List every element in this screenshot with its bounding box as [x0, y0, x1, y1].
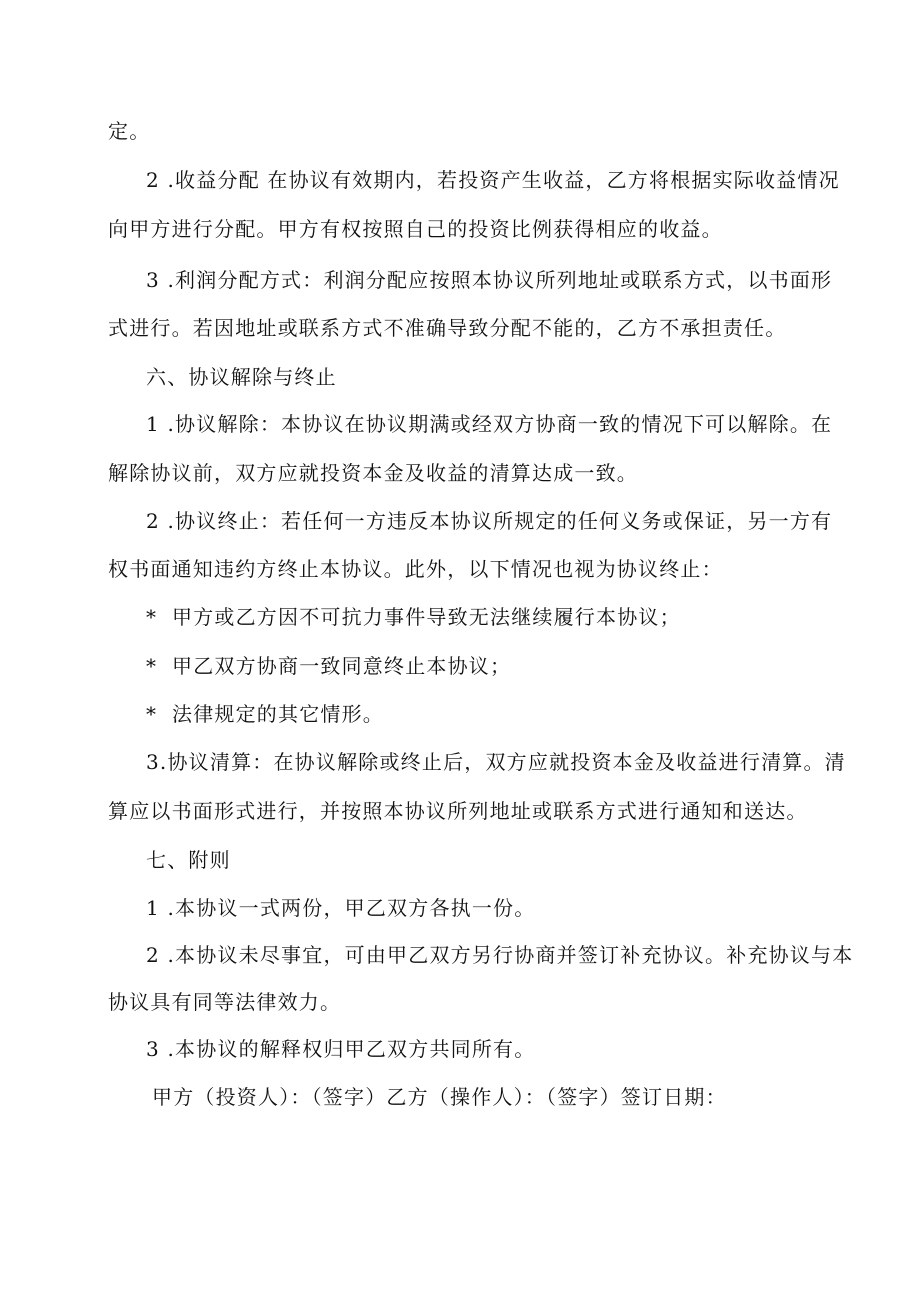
- paragraph-line: 协议具有同等法律效力。: [108, 990, 342, 1014]
- section-heading: 七、附则: [146, 848, 231, 872]
- paragraph-line: 2 .本协议未尽事宜，可由甲乙双方另行协商并签订补充协议。补充协议与本: [146, 943, 854, 967]
- bullet-item: [146, 603, 681, 631]
- bullet-item: [146, 652, 511, 680]
- section-heading: 六、协议解除与终止: [146, 365, 337, 389]
- paragraph-line: 3.协议清算：在协议解除或终止后，双方应就投资本金及收益进行清算。清: [146, 750, 846, 774]
- paragraph-line: 算应以书面形式进行，并按照本协议所列地址或联系方式进行通知和送达。: [108, 799, 808, 823]
- bullet-mark: *: [146, 654, 158, 678]
- paragraph-line: 2 .收益分配 在协议有效期内，若投资产生收益，乙方将根据实际收益情况: [146, 168, 840, 192]
- paragraph-line: 1 .本协议一式两份，甲乙双方各执一份。: [146, 896, 536, 920]
- paragraph-line: 1 .协议解除：本协议在协议期满或经双方协商一致的情况下可以解除。在: [146, 412, 833, 436]
- paragraph-line: 2 .协议终止：若任何一方违反本协议所规定的任何义务或保证，另一方有: [146, 509, 833, 533]
- paragraph-line: 式进行。若因地址或联系方式不准确导致分配不能的，乙方不承担责任。: [108, 316, 787, 340]
- bullet-item: [146, 700, 384, 728]
- paragraph-line: 向甲方进行分配。甲方有权按照自己的投资比例获得相应的收益。: [108, 217, 723, 241]
- paragraph-line: 解除协议前，双方应就投资本金及收益的清算达成一致。: [108, 461, 638, 485]
- paragraph-line: 定。: [108, 119, 151, 143]
- bullet-text: 甲方或乙方因不可抗力事件导致无法继续履行本协议；: [172, 605, 681, 629]
- bullet-text: 甲乙双方协商一致同意终止本协议；: [172, 654, 512, 678]
- bullet-mark: *: [146, 605, 158, 629]
- bullet-text: 法律规定的其它情形。: [172, 702, 384, 726]
- signature-line: 甲方（投资人）：（签字）乙方（操作人）：（签字）签订日期：: [152, 1085, 727, 1109]
- paragraph-line: 3 .利润分配方式：利润分配应按照本协议所列地址或联系方式，以书面形: [146, 268, 833, 292]
- paragraph-line: 3 .本协议的解释权归甲乙双方共同所有。: [146, 1037, 536, 1061]
- bullet-mark: *: [146, 702, 158, 726]
- paragraph-line: 权书面通知违约方终止本协议。此外，以下情况也视为协议终止：: [108, 557, 723, 581]
